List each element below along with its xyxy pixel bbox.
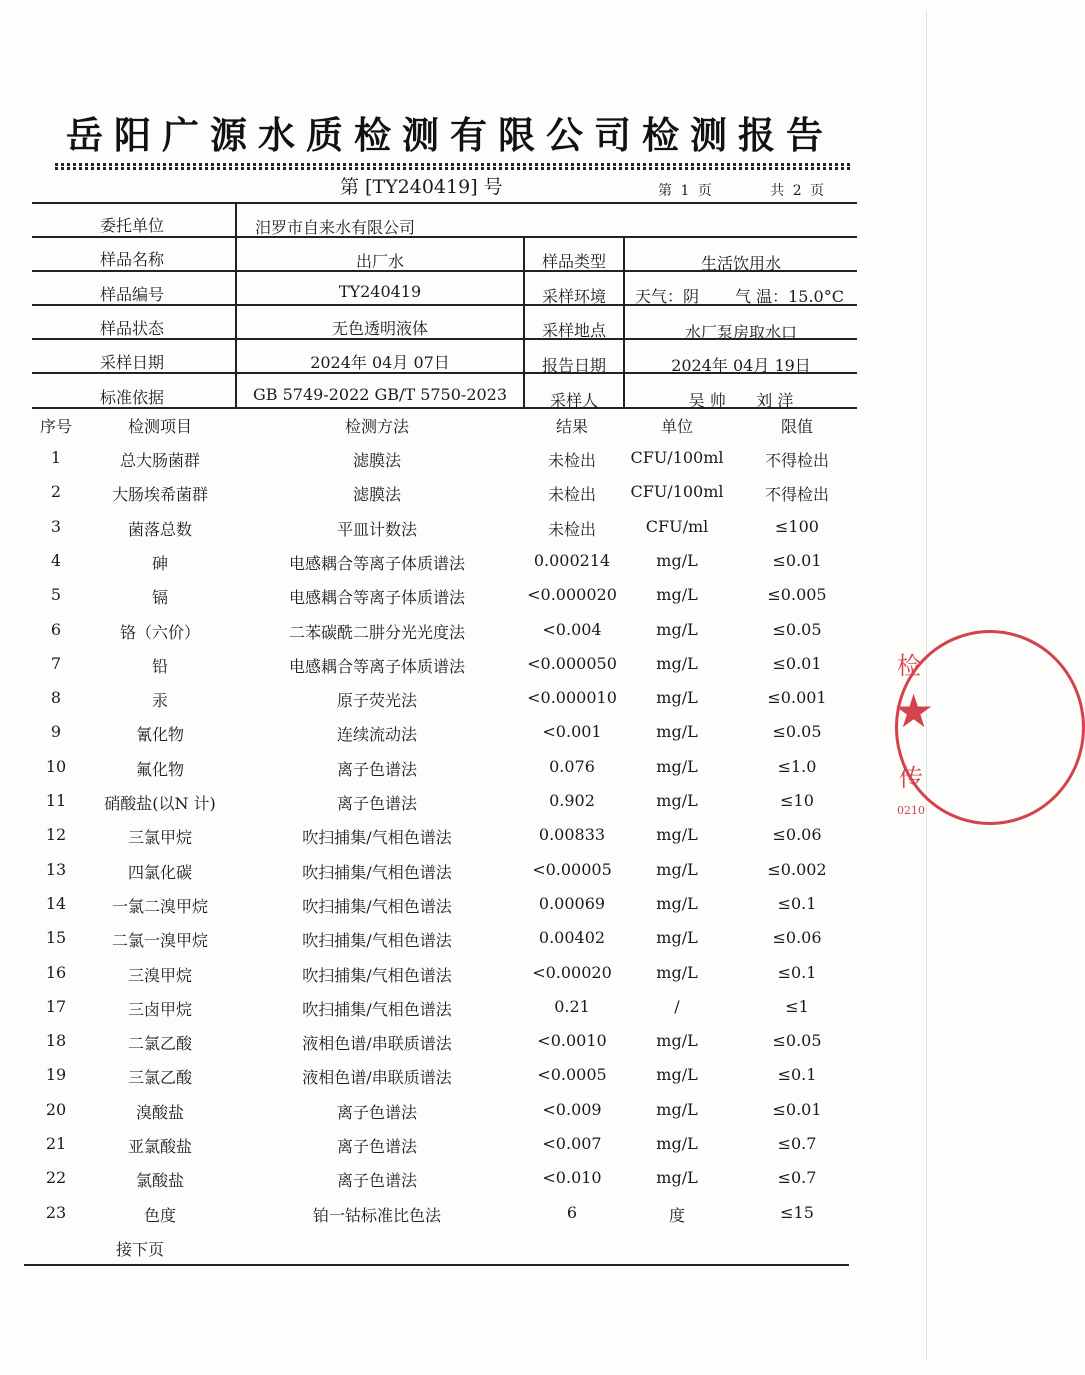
- row-item: 二氯乙酸: [127, 1034, 192, 1054]
- report-date-label: 报告日期: [541, 356, 606, 375]
- sample-no-value: TY240419: [338, 282, 422, 301]
- seal-char-1: 检: [897, 652, 921, 680]
- row-method: 离子色谱法: [336, 1137, 417, 1156]
- row-result: <0.000010: [527, 688, 617, 708]
- row-result: <0.004: [542, 619, 602, 639]
- header-limit: 限值: [780, 417, 813, 436]
- header-unit: 单位: [660, 417, 693, 436]
- row-unit: mg/L: [656, 893, 698, 913]
- row-method: 吹扫捕集/气相色谱法: [302, 862, 452, 882]
- row-unit: mg/L: [656, 1065, 698, 1085]
- sampler-label: 采样人: [549, 391, 598, 410]
- row-method: 吹扫捕集/气相色谱法: [302, 896, 452, 916]
- state-label: 样品状态: [99, 319, 164, 338]
- env-weather: 天气：阴: [635, 287, 700, 306]
- header-item: 检测项目: [127, 417, 192, 436]
- row-unit: mg/L: [656, 859, 698, 879]
- row-result: 未检出: [547, 519, 596, 539]
- row-unit: mg/L: [656, 1134, 698, 1153]
- row-item: 镉: [151, 588, 168, 608]
- client-label: 委托单位: [99, 216, 164, 235]
- row-result: <0.0010: [537, 1031, 607, 1051]
- row-result: <0.001: [542, 722, 602, 742]
- row-unit: mg/L: [656, 825, 698, 845]
- row-result: 6: [566, 1202, 578, 1222]
- row-method: 离子色谱法: [336, 759, 417, 779]
- row-item: 四氯化碳: [127, 862, 192, 882]
- env-label: 采样环境: [541, 287, 606, 306]
- row-limit: ≤15: [780, 1202, 814, 1222]
- row-result: <0.009: [542, 1099, 602, 1119]
- standard-value: GB 5749-2022 GB/T 5750-2023: [252, 385, 508, 404]
- row-item: 总大肠菌群: [119, 451, 200, 470]
- row-result: <0.0005: [537, 1065, 607, 1085]
- sample-type-value: 生活饮用水: [700, 254, 781, 273]
- row-limit: ≤10: [780, 791, 814, 810]
- row-unit: mg/L: [656, 791, 698, 810]
- row-no: 17: [45, 996, 67, 1016]
- row-item: 硝酸盐(以N 计): [104, 794, 216, 813]
- row-unit: 度: [668, 1205, 685, 1225]
- row-limit: ≤0.05: [772, 619, 822, 639]
- row-result: <0.000050: [527, 653, 617, 673]
- row-unit: CFU/100ml: [630, 448, 724, 467]
- row-no: 18: [45, 1031, 67, 1051]
- row-unit: mg/L: [656, 1031, 698, 1051]
- row-no: 16: [45, 962, 67, 982]
- row-limit: ≤0.01: [772, 550, 822, 570]
- row-method: 吹扫捕集/气相色谱法: [302, 965, 452, 985]
- row-unit: CFU/100ml: [630, 482, 724, 502]
- row-item: 二氯一溴甲烷: [111, 931, 208, 951]
- row-method: 液相色谱/串联质谱法: [302, 1068, 452, 1088]
- row-method: 滤膜法: [352, 485, 401, 505]
- row-unit: mg/L: [656, 585, 698, 605]
- row-item: 三氯乙酸: [127, 1068, 192, 1088]
- row-method: 滤膜法: [352, 451, 401, 470]
- row-method: 电感耦合等离子体质谱法: [288, 656, 465, 676]
- sample-no-label: 样品编号: [99, 285, 164, 304]
- row-limit: ≤1: [785, 996, 809, 1016]
- row-result: 0.076: [549, 756, 595, 776]
- sampling-date-label: 采样日期: [99, 353, 164, 372]
- row-item: 汞: [151, 691, 168, 711]
- sampler-value: 吴 帅 刘 洋: [688, 391, 794, 410]
- env-temperature: 气 温：15.0°C: [735, 287, 844, 306]
- row-no: 21: [45, 1134, 67, 1153]
- row-item: 溴酸盐: [135, 1102, 184, 1122]
- row-limit: ≤0.1: [777, 1065, 817, 1085]
- header-result: 结果: [555, 417, 588, 436]
- sample-name-value: 出厂水: [355, 252, 404, 271]
- row-no: 14: [45, 893, 67, 913]
- row-unit: mg/L: [656, 619, 698, 639]
- row-no: 2: [50, 482, 62, 502]
- row-item: 氟化物: [135, 759, 184, 779]
- row-limit: ≤0.06: [772, 928, 822, 948]
- row-unit: /: [674, 996, 680, 1016]
- row-no: 23: [45, 1202, 67, 1222]
- row-no: 10: [45, 756, 67, 776]
- page-count: [658, 180, 836, 200]
- row-method: 电感耦合等离子体质谱法: [288, 553, 465, 573]
- row-result: <0.00005: [532, 859, 612, 879]
- row-limit: 不得检出: [764, 485, 829, 505]
- row-limit: 不得检出: [764, 451, 829, 470]
- row-result: 未检出: [547, 485, 596, 505]
- site-value: 水厂泵房取水口: [684, 323, 797, 342]
- row-no: 4: [50, 550, 62, 570]
- row-no: 22: [45, 1168, 67, 1188]
- row-method: 离子色谱法: [336, 1102, 417, 1122]
- sample-type-label: 样品类型: [541, 252, 606, 271]
- row-result: 0.00833: [538, 825, 606, 845]
- state-value: 无色透明液体: [331, 319, 428, 338]
- sample-info-table: [32, 202, 857, 409]
- header-no: 序号: [39, 417, 72, 436]
- row-item: 亚氯酸盐: [127, 1137, 192, 1156]
- bottom-rule: [24, 1264, 849, 1266]
- seal-number: 0210: [897, 804, 925, 817]
- title-dotted-rule: [55, 163, 850, 170]
- row-item: 三氯甲烷: [127, 828, 192, 848]
- row-unit: mg/L: [656, 1099, 698, 1119]
- current-page: 第 1 页: [658, 183, 714, 199]
- client-value: 汨罗市自来水有限公司: [255, 218, 416, 237]
- row-unit: mg/L: [656, 756, 698, 776]
- header-method: 检测方法: [344, 417, 409, 436]
- row-limit: ≤0.05: [772, 1031, 822, 1051]
- row-item: 菌落总数: [127, 519, 192, 539]
- total-pages: 共 2 页: [770, 183, 827, 199]
- row-item: 一氯二溴甲烷: [111, 896, 208, 916]
- row-limit: ≤0.7: [777, 1168, 817, 1188]
- row-no: 5: [50, 585, 62, 605]
- row-no: 9: [50, 722, 62, 742]
- row-item: 氰化物: [135, 725, 184, 745]
- row-method: 二苯碳酰二肼分光光度法: [288, 622, 465, 642]
- row-limit: ≤0.005: [767, 585, 827, 605]
- row-method: 电感耦合等离子体质谱法: [288, 588, 465, 608]
- row-no: 15: [45, 928, 67, 948]
- row-no: 13: [45, 859, 67, 879]
- row-limit: ≤0.06: [772, 825, 822, 845]
- continued-note: 接下页: [116, 1240, 165, 1259]
- row-result: <0.000020: [527, 585, 617, 605]
- row-result: <0.010: [542, 1168, 602, 1188]
- row-unit: mg/L: [656, 550, 698, 570]
- row-limit: ≤0.7: [777, 1134, 817, 1153]
- row-method: 连续流动法: [336, 725, 417, 745]
- row-limit: ≤0.001: [767, 688, 827, 708]
- row-limit: ≤0.01: [772, 653, 822, 673]
- row-unit: mg/L: [656, 688, 698, 708]
- row-unit: mg/L: [656, 962, 698, 982]
- sample-name-label: 样品名称: [99, 250, 164, 269]
- row-method: 离子色谱法: [336, 1171, 417, 1191]
- row-result: 0.00402: [538, 928, 606, 948]
- seal-star-icon: ★: [893, 684, 935, 738]
- row-no: 12: [45, 825, 67, 845]
- row-method: 平皿计数法: [336, 519, 417, 539]
- row-no: 1: [50, 448, 62, 467]
- row-limit: ≤1.0: [777, 756, 817, 776]
- report-title: 岳阳广源水质检测有限公司检测报告: [66, 114, 834, 157]
- row-item: 铅: [151, 656, 168, 676]
- row-item: 砷: [151, 553, 168, 573]
- sampling-date-value: 2024年 04月 07日: [310, 353, 450, 372]
- row-item: 色度: [143, 1205, 176, 1225]
- report-number: 第 [TY240419] 号: [340, 176, 503, 198]
- row-item: 铬（六价）: [119, 622, 200, 642]
- row-no: 3: [50, 516, 62, 536]
- row-method: 吹扫捕集/气相色谱法: [302, 828, 452, 848]
- row-no: 7: [50, 653, 62, 673]
- row-method: 离子色谱法: [336, 794, 417, 813]
- row-result: 0.902: [549, 791, 595, 810]
- row-result: 未检出: [547, 451, 596, 470]
- site-label: 采样地点: [541, 321, 606, 340]
- row-item: 大肠埃希菌群: [111, 485, 208, 505]
- row-method: 液相色谱/串联质谱法: [302, 1034, 452, 1054]
- row-unit: mg/L: [656, 1168, 698, 1188]
- row-result: 0.00069: [538, 893, 606, 913]
- row-no: 8: [50, 688, 62, 708]
- row-result: <0.00020: [532, 962, 612, 982]
- report-date-value: 2024年 04月 19日: [671, 356, 811, 375]
- row-no: 19: [45, 1065, 67, 1085]
- row-limit: ≤100: [775, 516, 819, 536]
- row-limit: ≤0.1: [777, 962, 817, 982]
- row-no: 20: [45, 1099, 67, 1119]
- row-limit: ≤0.1: [777, 893, 817, 913]
- row-method: 原子荧光法: [336, 691, 417, 711]
- row-unit: mg/L: [656, 928, 698, 948]
- row-item: 三卤甲烷: [127, 999, 192, 1019]
- row-method: 吹扫捕集/气相色谱法: [302, 931, 452, 951]
- row-unit: mg/L: [656, 722, 698, 742]
- seal-char-2: 传: [899, 764, 923, 792]
- row-item: 氯酸盐: [135, 1171, 184, 1191]
- row-no: 11: [45, 791, 67, 810]
- official-seal: [893, 630, 935, 825]
- row-unit: CFU/ml: [645, 516, 709, 536]
- row-result: <0.007: [542, 1134, 602, 1153]
- row-result: 0.21: [554, 996, 590, 1016]
- row-item: 三溴甲烷: [127, 965, 192, 985]
- row-limit: ≤0.002: [767, 859, 827, 879]
- row-limit: ≤0.01: [772, 1099, 822, 1119]
- standard-label: 标准依据: [99, 388, 164, 407]
- row-method: 铂一钴标准比色法: [312, 1205, 441, 1225]
- row-unit: mg/L: [656, 653, 698, 673]
- row-method: 吹扫捕集/气相色谱法: [302, 999, 452, 1019]
- row-result: 0.000214: [533, 550, 611, 570]
- row-no: 6: [50, 619, 62, 639]
- row-limit: ≤0.05: [772, 722, 822, 742]
